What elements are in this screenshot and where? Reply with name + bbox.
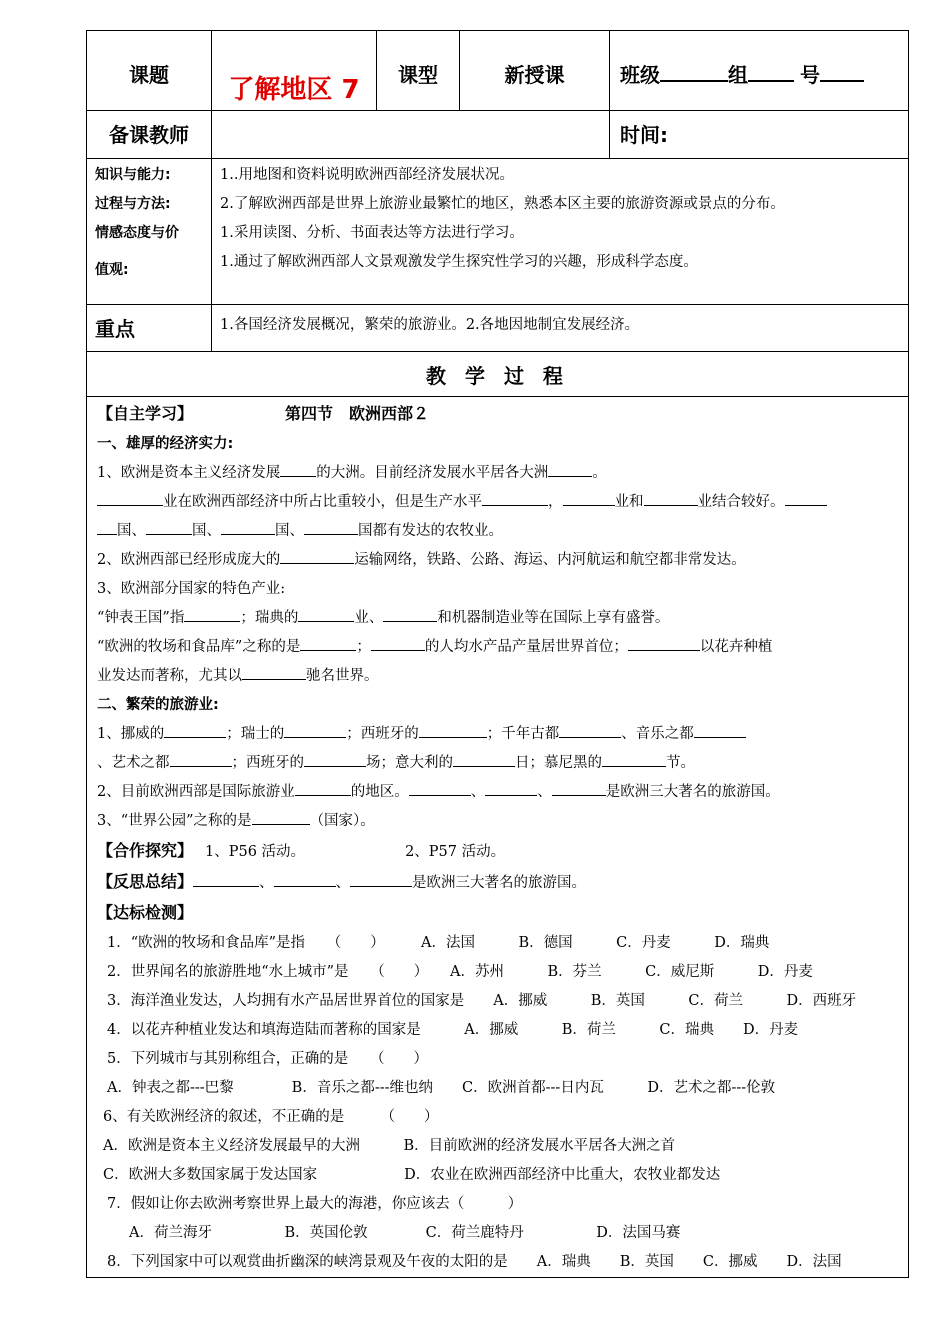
- text: 是欧洲三大著名的旅游国。: [605, 784, 780, 800]
- text: ；西班牙的: [346, 726, 419, 742]
- text: ，: [548, 494, 563, 510]
- answer-blank: [628, 636, 700, 651]
- text: 国、: [192, 523, 221, 539]
- text: 和机器制造业等在国际上享有盛誉。: [437, 610, 670, 626]
- question-options: C．欧洲大多数国家属于发达国家 D．农业在欧洲西部经济中比重大，农牧业都发达: [103, 1167, 721, 1183]
- answer-blank: [280, 462, 316, 477]
- text: 以花卉种植: [699, 639, 773, 655]
- test-tag: 【达标检测】: [97, 903, 194, 922]
- text: 的地区。: [350, 784, 409, 800]
- objective-label: 过程与方法:: [95, 196, 171, 212]
- text: （国家）。: [309, 813, 375, 829]
- group-label: 组: [728, 63, 748, 87]
- text: ；瑞典的: [240, 610, 299, 626]
- topic-value-cell: [212, 31, 377, 111]
- answer-blank: [602, 752, 666, 767]
- reflect-tag: 【反思总结】: [97, 872, 194, 891]
- text: 国都有发达的农牧业。: [358, 523, 503, 539]
- lesson-plan-table: [86, 30, 909, 1278]
- topic-label: 课题: [129, 63, 169, 87]
- objective-item: 1..用地图和资料说明欧洲西部经济发展状况。: [220, 167, 514, 183]
- answer-blank: [371, 636, 425, 651]
- text: 、: [259, 875, 274, 891]
- type-value-cell: [460, 31, 610, 111]
- type-value: 新授课: [504, 63, 565, 87]
- section-heading: 二、繁荣的旅游业:: [97, 697, 219, 713]
- coop-item: 2、P57 活动。: [405, 844, 506, 860]
- question: 6、有关欧洲经济的叙述，不正确的是 （ ）: [103, 1109, 439, 1125]
- answer-blank: [184, 607, 240, 622]
- answer-blank: [300, 636, 356, 651]
- text: ；: [356, 639, 371, 655]
- text: 业发达而著称，尤其以: [97, 668, 242, 684]
- question: 7．假如让你去欧洲考察世界上最大的海港，你应该去（ ）: [107, 1196, 523, 1212]
- section-title: 第四节 欧洲西部２: [285, 404, 430, 423]
- answer-blank: [146, 520, 192, 535]
- answer-blank: [252, 810, 310, 825]
- text: 、音乐之都: [621, 726, 694, 742]
- text: ；瑞士的: [226, 726, 285, 742]
- text: 的人均水产品产量居世界首位；: [424, 639, 628, 655]
- process-title: 教 学 过 程: [426, 364, 569, 388]
- topic-label-cell: [87, 31, 212, 111]
- time-label: 时间:: [620, 123, 668, 147]
- text: 日；慕尼黑的: [515, 755, 602, 771]
- question-options: A．荷兰海牙 B．英国伦敦 C．荷兰鹿特丹 D．法国马赛: [129, 1225, 681, 1241]
- answer-blank: [97, 491, 163, 506]
- answer-blank: [694, 723, 746, 738]
- objective-item: 1.采用读图、分析、书面表达等方法进行学习。: [220, 225, 524, 241]
- objective-item: 1.通过了解欧洲西部人文景观激发学生探究性学习的兴趣，形成科学态度。: [220, 254, 698, 270]
- section-heading: 一、雄厚的经济实力:: [97, 436, 234, 452]
- text: 3、“世界公园”之称的是: [97, 813, 252, 829]
- question: 1．“欧洲的牧场和食品库”是指 （ ） A．法国 B．德国 C．丹麦 D．瑞典: [107, 935, 770, 951]
- answer-blank: [280, 549, 354, 564]
- answer-blank: [295, 781, 351, 796]
- answer-blank: [453, 752, 515, 767]
- text: 。: [592, 465, 607, 481]
- question: 8．下列国家中可以观赏曲折幽深的峡湾景观及午夜的太阳的是 A．瑞典 B．英国 C．挪威 D．法国: [107, 1254, 842, 1270]
- question: 4．以花卉种植业发达和填海造陆而著称的国家是 A．挪威 B．荷兰 C．瑞典 D．丹麦: [107, 1022, 799, 1038]
- objective-item: 2.了解欧洲西部是世界上旅游业最繁忙的地区，熟悉本区主要的旅游资源或景点的分布。: [220, 196, 785, 212]
- text: 场；意大利的: [366, 755, 453, 771]
- process-title-cell: [87, 352, 909, 397]
- objectives-label-cell: [87, 159, 212, 305]
- answer-blank: [304, 520, 358, 535]
- type-label-cell: [377, 31, 460, 111]
- objective-label: 知识与能力:: [95, 167, 171, 183]
- text: 业和: [614, 494, 644, 510]
- question: 3．海洋渔业发达，人均拥有水产品居世界首位的国家是 A．挪威 B．英国 C．荷兰 D．西班牙: [107, 993, 857, 1009]
- text: 、: [537, 784, 552, 800]
- text: 2、欧洲西部已经形成庞大的: [97, 552, 281, 568]
- text: 业、: [354, 610, 384, 626]
- answer-blank: [164, 723, 226, 738]
- answer-blank: [559, 723, 621, 738]
- objective-label: 值观:: [95, 262, 129, 278]
- text: 是欧洲三大著名的旅游国。: [412, 875, 587, 891]
- text: 国、: [275, 523, 304, 539]
- class-blank: [660, 66, 728, 82]
- number-label: 号: [800, 63, 820, 87]
- key-points-label-cell: [87, 305, 212, 352]
- time-cell: [610, 111, 909, 159]
- text: 国、: [117, 523, 146, 539]
- group-blank: [748, 66, 794, 82]
- answer-blank: [482, 491, 548, 506]
- text: 、: [335, 875, 351, 891]
- type-label: 课型: [398, 63, 438, 87]
- objective-label: 情感态度与价: [95, 225, 179, 241]
- topic-value: 了解地区 7: [228, 75, 360, 105]
- coop-tag: 【合作探究】: [97, 841, 194, 860]
- question-options: A．欧洲是资本主义经济发展最早的大洲 B．目前欧洲的经济发展水平居各大洲之首: [103, 1138, 676, 1154]
- coop-item: 1、P56 活动。: [205, 844, 306, 860]
- answer-blank: [304, 752, 366, 767]
- text: 2、目前欧洲西部是国际旅游业: [97, 784, 295, 800]
- answer-blank: [97, 520, 117, 535]
- text: 运输网络，铁路、公路、海运、内河航运和航空都非常发达。: [354, 552, 746, 568]
- text: “钟表王国”指: [97, 610, 185, 626]
- text: 的大洲。目前经济发展水平居各大洲: [316, 465, 549, 481]
- answer-blank: [485, 781, 537, 796]
- text: 、: [470, 784, 486, 800]
- answer-blank: [383, 607, 437, 622]
- text: 驰名世界。: [306, 668, 379, 684]
- text: ；西班牙的: [231, 755, 304, 771]
- answer-blank: [350, 872, 412, 887]
- number-blank: [820, 66, 864, 82]
- text: 1、欧洲是资本主义经济发展: [97, 465, 281, 481]
- answer-blank: [242, 665, 306, 680]
- question-options: A．钟表之都---巴黎 B．音乐之都---维也纳 C．欧洲首都---日内瓦 D．艺术之都---伦敦: [107, 1080, 776, 1096]
- text: 节。: [666, 755, 695, 771]
- key-points-label: 重点: [95, 317, 135, 341]
- teacher-label-cell: [87, 111, 212, 159]
- answer-blank: [193, 872, 259, 887]
- process-body-cell: [87, 397, 909, 1278]
- text: 1、挪威的: [97, 726, 165, 742]
- text: 3、欧洲部分国家的特色产业:: [97, 581, 286, 597]
- answer-blank: [170, 752, 232, 767]
- class-info-cell: [610, 31, 909, 111]
- key-points-text: 1.各国经济发展概况，繁荣的旅游业。2.各地因地制宜发展经济。: [220, 317, 640, 333]
- answer-blank: [563, 491, 615, 506]
- question: 2．世界闻名的旅游胜地“水上城市”是 （ ） A．苏州 B．芬兰 C．威尼斯 D．丹麦: [107, 964, 813, 980]
- text: 业结合较好。: [697, 494, 785, 510]
- answer-blank: [274, 872, 336, 887]
- teacher-label: 备课教师: [109, 123, 189, 147]
- teacher-value-cell: [212, 111, 610, 159]
- answer-blank: [409, 781, 471, 796]
- question: 5．下列城市与其别称组合，正确的是 （ ）: [107, 1051, 428, 1067]
- answer-blank: [221, 520, 275, 535]
- answer-blank: [298, 607, 354, 622]
- answer-blank: [552, 781, 606, 796]
- study-tag: 【自主学习】: [97, 404, 194, 423]
- answer-blank: [785, 491, 827, 506]
- text: “欧洲的牧场和食品库”之称的是: [97, 639, 301, 655]
- answer-blank: [419, 723, 487, 738]
- text: 业在欧洲西部经济中所占比重较小，但是生产水平: [163, 494, 482, 510]
- key-points-cell: [212, 305, 909, 352]
- answer-blank: [548, 462, 592, 477]
- answer-blank: [284, 723, 346, 738]
- answer-blank: [644, 491, 698, 506]
- text: 、艺术之都: [97, 755, 170, 771]
- class-label: 班级: [620, 63, 660, 87]
- text: ；千年古都: [486, 726, 560, 742]
- objectives-cell: [212, 159, 909, 305]
